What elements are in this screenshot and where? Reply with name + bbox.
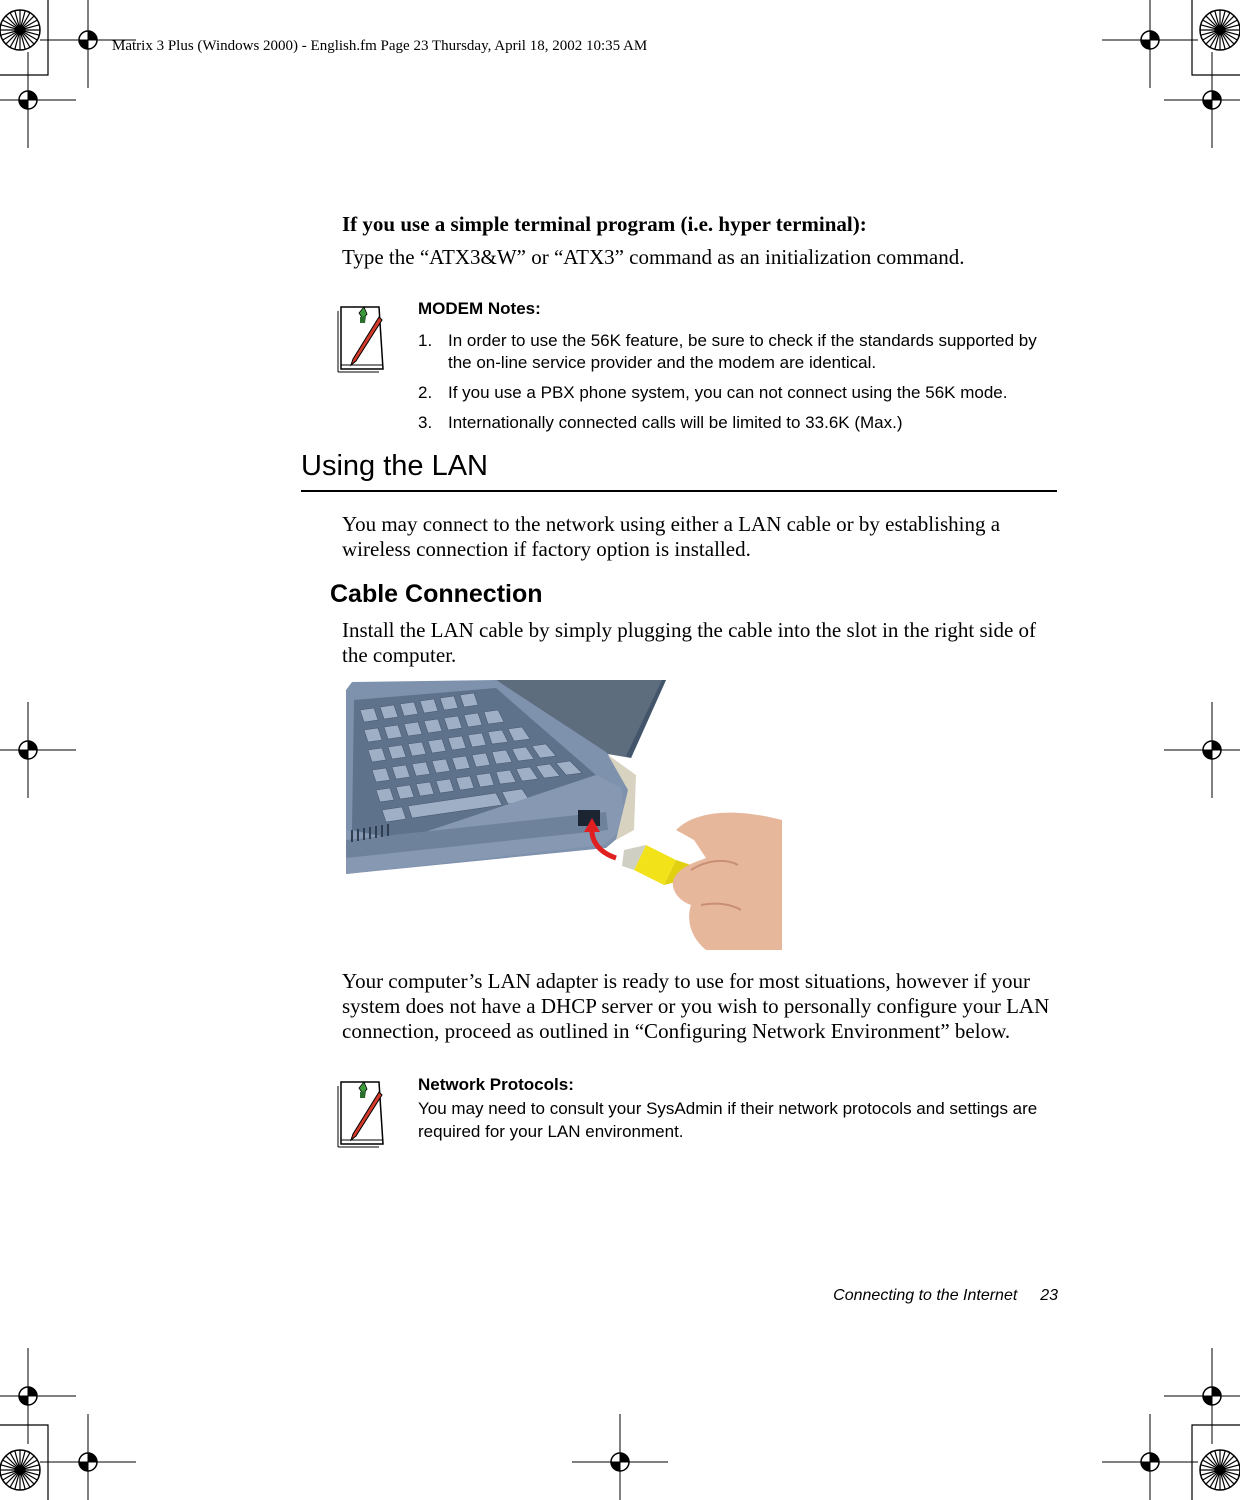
footer-section-title: Connecting to the Internet (833, 1287, 1018, 1304)
network-notes-text: You may need to consult your SysAdmin if their network protocols and settings are required for your LAN environment. (418, 1099, 1038, 1141)
lan-intro-paragraph: You may connect to the network using either a LAN cable or by establishing a wireless connection if factory option is installed. (342, 512, 1001, 561)
page-number: 23 (1040, 1287, 1058, 1304)
modem-note-text: Internationally connected calls will be limited to 33.6K (Max.) (448, 413, 903, 432)
modem-note-number: 1. (418, 331, 433, 350)
modem-note-number: 3. (418, 413, 433, 432)
print-file-info: Matrix 3 Plus (Windows 2000) - English.fm Page 23 Thursday, April 18, 2002 10:35 AM (112, 38, 648, 54)
modem-notes-title: MODEM Notes: (418, 299, 541, 318)
modem-notes-list (418, 330, 1063, 442)
lan-adapter-paragraph: Your computer’s LAN adapter is ready to use for most situations, however if your system does not have a DHCP server or you wish to personally configure your LAN connection, proceed as outlined in “Configuring Network Environment” below. (342, 969, 1050, 1043)
laptop-lan-cable-photo (346, 680, 782, 950)
terminal-paragraph: Type the “ATX3&W” or “ATX3” command as an initialization command. (342, 245, 965, 269)
modem-note-text: In order to use the 56K feature, be sure to check if the standards supported by the on-line service provider and the modem are identical. (448, 331, 1037, 372)
section-heading-using-lan: Using the LAN (301, 450, 488, 482)
note-pen-icon (335, 1078, 389, 1148)
modem-note-number: 2. (418, 383, 433, 402)
heading-rule (301, 490, 1057, 492)
modem-note-item (418, 330, 1063, 374)
modem-note-text: If you use a PBX phone system, you can not connect using the 56K mode. (448, 383, 1008, 402)
modem-note-item (418, 412, 1063, 434)
subsection-heading-cable-connection: Cable Connection (330, 580, 543, 608)
terminal-subheading: If you use a simple terminal program (i.e. hyper terminal): (342, 212, 867, 236)
note-pen-icon (335, 303, 389, 373)
modem-note-item (418, 382, 1063, 404)
page-footer (800, 1287, 1058, 1305)
network-notes-title: Network Protocols: (418, 1075, 574, 1094)
cable-paragraph: Install the LAN cable by simply plugging the cable into the slot in the right side of the computer. (342, 618, 1037, 667)
